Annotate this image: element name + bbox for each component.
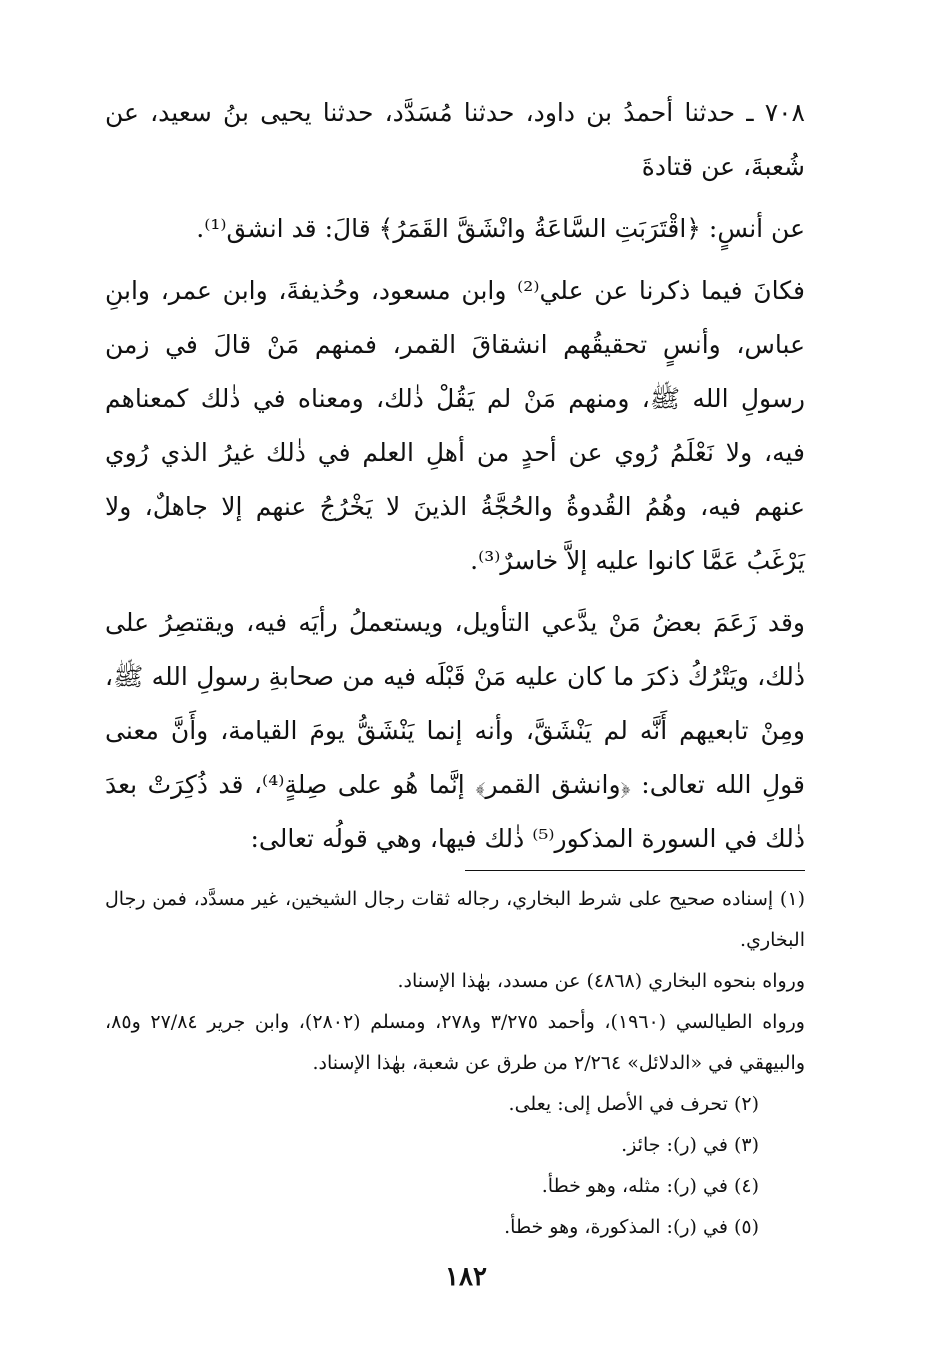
hadith-isnad-paragraph: ٧٠٨ ـ حدثنا أحمدُ بن داود، حدثنا مُسَدَّد، حدثنا يحيى بنُ سعيد، عن شُعبةَ، عن قتادةَ xyxy=(105,98,805,181)
footnote-2: (٢) تحرف في الأصل إلى: يعلى. xyxy=(508,1093,759,1115)
page-content xyxy=(105,86,805,1248)
paragraph-gap xyxy=(105,588,805,596)
footnote-3: (٣) في (ر): جائز. xyxy=(621,1134,759,1156)
footnote-divider xyxy=(465,870,805,871)
footnotes-section xyxy=(105,879,805,1248)
commentary-paragraph-2: وقد زَعَمَ بعضُ مَنْ يدَّعي التأويل، ويستعملُ رأيَه فيه، ويقتصِرُ على ذٰلك، ويَتْرُكُ ذكرَ ما كان عليه مَنْ قَبْلَه فيه من صحابةِ رسولِ الله ﷺ، ومِنْ تابعيهم أَنَّه لم يَنْشَقَّ، وأنه إنما يَنْشَقُّ يومَ القيامة، وأَنَّ معنى قولِ الله تعالى: ﴿وانشق القمر﴾ إنَّما هُو على صِلةٍ⁽⁴⁾، قد ذُكِرَتْ بعدَ ذٰلك في السورة المذكور⁽⁵⁾ ذٰلك فيها، وهي قولُه تعالى: xyxy=(105,608,805,853)
paragraph-gap xyxy=(105,194,805,202)
page-number: ١٨٢ xyxy=(445,1262,487,1292)
footnote-5: (٥) في (ر): المذكورة، وهو خطأ. xyxy=(504,1216,759,1238)
footnote-4: (٤) في (ر): مثله، وهو خطأ. xyxy=(541,1175,759,1197)
hadith-matn-paragraph: عن أنسٍ: ﴿اقْتَرَبَتِ السَّاعَةُ وانْشَقَّ القَمَرُ﴾ قالَ: قد انشق⁽¹⁾. xyxy=(196,214,805,243)
footnote-1: (١) إسناده صحيح على شرط البخاري، رجاله ثقات رجال الشيخين، غير مسدَّد، فمن رجال البخاري. xyxy=(105,888,805,951)
footnote-1-continuation: ورواه الطيالسي (١٩٦٠)، وأحمد ٣/٢٧٥ و٢٧٨، ومسلم (٢٨٠٢)، وابن جرير ٢٧/٨٤ و٨٥، والبيهقي في «الدلائل» ٢/٢٦٤ من طرق عن شعبة، بهٰذا الإسناد. xyxy=(105,1011,805,1074)
footnote-1-continuation: ورواه بنحوه البخاري (٤٨٦٨) عن مسدد، بهٰذا الإسناد. xyxy=(397,970,805,992)
paragraph-gap xyxy=(105,256,805,264)
commentary-paragraph-1: فكانَ فيما ذكرنا عن علي⁽²⁾ وابن مسعود، وحُذيفةَ، وابن عمر، وابنِ عباس، وأنسٍ تحقيقُهم انشقاقَ القمر، فمنهم مَنْ قالَ في زمن رسولِ الله ﷺ، ومنهم مَنْ لم يَقُلْ ذٰلك، ومعناه في ذٰلك كمعناهم فيه، ولا نَعْلَمُ رُوي عن أحدٍ من أهلِ العلم في ذٰلك غيرُ الذي رُوي عنهم فيه، وهُمُ القُدوةُ والحُجَّةُ الذينَ لا يَخْرُجُ عنهم إلا جاهلٌ، ولا يَرْغَبُ عَمَّا كانوا عليه إلاَّ خاسرٌ⁽³⁾. xyxy=(105,276,805,575)
